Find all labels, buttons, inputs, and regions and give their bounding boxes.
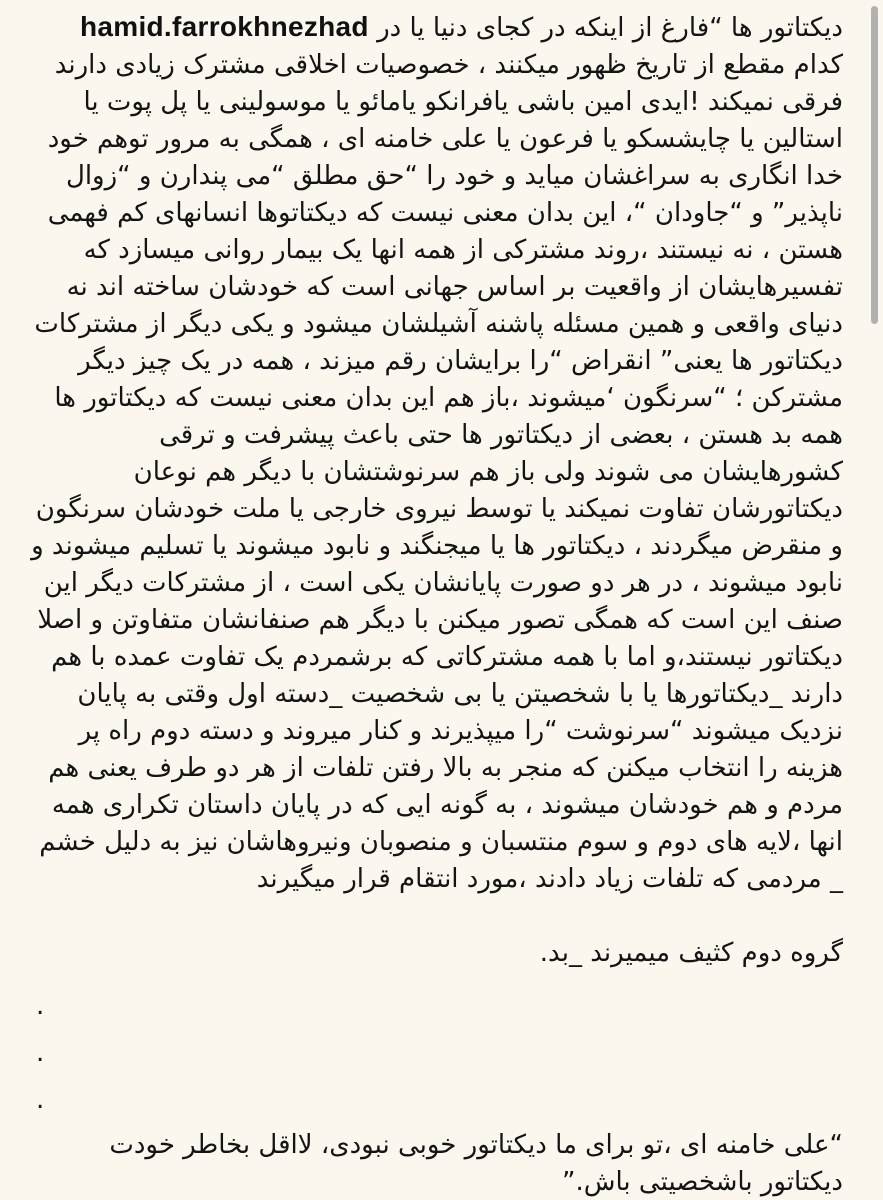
caption-dot-2: .: [36, 1038, 45, 1068]
caption-closing-line: گروه دوم کثیف میمیرند _بد.: [539, 938, 843, 968]
caption-text-block: [30, 8, 843, 1200]
caption-quote-line-1: “علی خامنه ای ،تو برای ما دیکتاتور خوبی نبودی، لااقل بخاطر خودت: [109, 1130, 843, 1160]
username-link[interactable]: hamid.farrokhnezhad: [79, 11, 369, 42]
caption-dot-1: .: [36, 991, 45, 1021]
vertical-scrollbar[interactable]: [869, 0, 883, 1200]
scrollbar-thumb[interactable]: [871, 6, 878, 324]
caption-dot-3: .: [36, 1085, 45, 1115]
caption-quote-line-2: دیکتاتور باشخصیتی باش.”: [562, 1167, 843, 1197]
caption-body: دیکتاتور ها “فارغ از اینکه در کجای دنیا یا در کدام مقطع از تاریخ ظهور میکنند ، خصوصیات اخلاقی مشترک زیادی دارند فرقی نمیکند !ایدی امین باشی یافرانکو یامائو یا موسولینی یا پل پوت یا استالین یا چایشسکو یا فرعون یا علی خامنه ای ، همگی به مرور توهم خود خدا انگاری به سراغشان میاید و خود را “حق مطلق “می پندارن و “زوال ناپذیر” و “جاودان “، این بدان معنی نیست که دیکتاتوها انسانهای کم فهمی هستن ، نه نیستند ،روند مشترکی از همه انها یک بیمار روانی میسازد که تفسیرهایشان از واقعیت بر اساس جهانی است که خودشان ساخته اند نه دنیای واقعی و همین مسئله پاشنه آشیلشان میشود و یکی دیگر از مشترکات دیکتاتور ها یعنی” انقراض “را برایشان رقم میزند ، همه در یک چیز دیگر مشترکن ؛ “سرنگون ‘میشوند ،باز هم این بدان معنی نیست که دیکتاتور ها همه بد هستن ، بعضی از دیکتاتور ها حتی باعث پیشرفت و ترقی کشورهایشان می شوند ولی باز هم سرنوشتشان با دیگر هم نوعان دیکتاتورشان تفاوت نمیکند یا توسط نیروی خارجی یا ملت خودشان سرنگون و منقرض میگردند ، دیکتاتور ها یا میجنگند و نابود میشوند یا تسلیم میشوند و نابود میشوند ، در هر دو صورت پایانشان یکی است ، از مشترکات دیگر این صنف این است که همگی تصور میکنن با دیگر هم صنفانشان متفاوتن و اصلا دیکتاتور نیستند،و اما با همه مشترکاتی که برشمردم یک تفاوت عمده با هم دارند _دیکتاتورها یا با شخصیتن یا بی شخصیت _دسته اول وقتی به پایان نزدیک میشوند “سرنوشت “را میپذیرند و کنار میروند و دسته دوم راه پر هزینه را انتخاب میکنن که منجر به بالا رفتن تلفات از هر دو طرف یعنی هم مردم و هم خودشان میشوند ، به گونه ایی که در پایان داستان تکراری همه انها ،لایه های دوم و سوم منتسبان و منصوبان ونیروهاشان نیز به دلیل خشم مردمی که تلفات زیاد دادند ،مورد انتقام قرار میگیرند _: [31, 13, 843, 894]
